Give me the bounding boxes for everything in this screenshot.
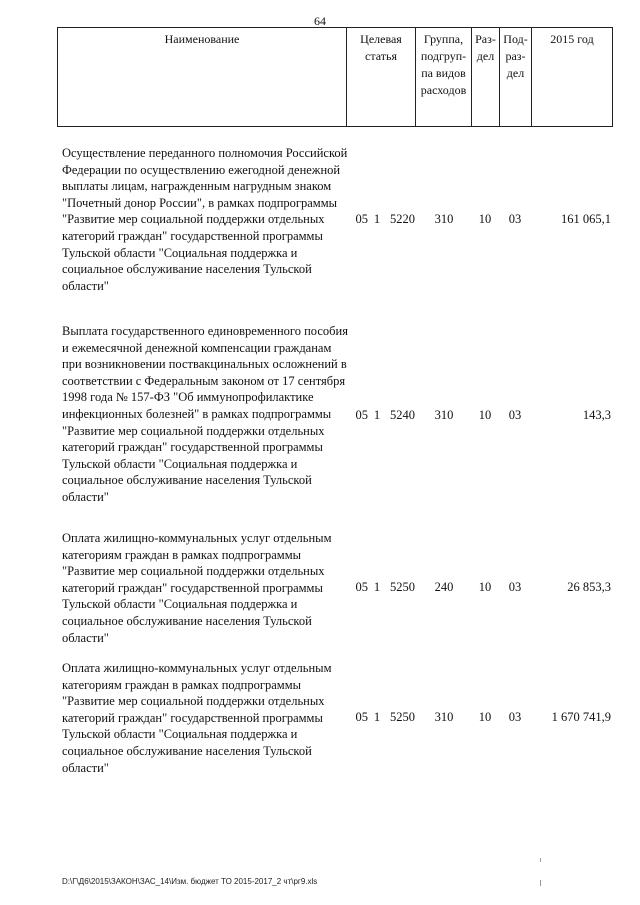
row-subprogram: 1	[373, 212, 381, 226]
table-header	[57, 27, 613, 127]
row-group: 240	[434, 580, 454, 594]
row-values	[57, 709, 613, 726]
row-section: 10	[478, 710, 492, 724]
row-code: 5220	[390, 212, 415, 226]
row-group: 310	[434, 408, 454, 422]
row-values	[57, 407, 613, 424]
row-subprogram: 1	[373, 580, 381, 594]
row-amount: 161 065,1	[561, 212, 611, 226]
row-amount: 143,3	[582, 408, 611, 422]
header-expense-group: Группа, подгруп- па видов расходов	[415, 28, 471, 126]
header-section: Раз- дел	[471, 28, 499, 126]
row-subprogram: 1	[373, 710, 381, 724]
scan-mark	[540, 858, 541, 862]
row-subsection: 03	[508, 580, 522, 594]
row-values	[57, 211, 613, 228]
header-name: Наименование	[57, 28, 346, 126]
row-code: 5240	[390, 408, 415, 422]
row-amount: 26 853,3	[567, 580, 611, 594]
row-name: Оплата жилищно-коммунальных услуг отдельным категориям граждан в рамках подпрограммы "Развитие мер социальной поддержки отдельных категорий граждан" государственной программы Тульской области "Социальная поддержка и социальное обслуживание населения Тульской области"	[62, 531, 332, 645]
page-number: 64	[314, 14, 326, 28]
row-program: 05	[355, 710, 368, 724]
row-values	[57, 579, 613, 596]
header-subsection: Под- раз- дел	[499, 28, 531, 126]
row-subprogram: 1	[373, 408, 381, 422]
row-name: Оплата жилищно-коммунальных услуг отдельным категориям граждан в рамках подпрограммы "Развитие мер социальной поддержки отдельных категорий граждан" государственной программы Тульской области "Социальная поддержка и социальное обслуживание населения Тульской области"	[62, 661, 332, 775]
scan-mark	[540, 880, 541, 886]
row-subsection: 03	[508, 710, 522, 724]
row-section: 10	[478, 212, 492, 226]
footer-file-path: D:\Г\Д6\2015\ЗАКОН\ЗАС_14\Изм. бюджет ТО 2015-2017_2 чт\рг9.xls	[62, 877, 318, 886]
row-name: Выплата государственного единовременного пособия и ежемесячной денежной компенсации гражданам при возникновении поствакцинальных осложнений в соответствии с Федеральным законом от 17 сентября 1998 года № 157-ФЗ "Об иммунопрофилактике инфекционных болезней" в рамках подпрограммы "Развитие мер социальной поддержки отдельных категорий граждан" государственной программы Тульской области "Социальная поддержка и социальное обслуживание населения Тульской области"	[62, 324, 348, 504]
row-section: 10	[478, 408, 492, 422]
row-subsection: 03	[508, 408, 522, 422]
row-program: 05	[355, 580, 368, 594]
row-group: 310	[434, 212, 454, 226]
header-target-article: Целевая статья	[346, 28, 415, 126]
row-program: 05	[355, 408, 368, 422]
header-year-2015: 2015 год	[531, 28, 613, 126]
row-program: 05	[355, 212, 368, 226]
row-subsection: 03	[508, 212, 522, 226]
row-code: 5250	[390, 580, 415, 594]
row-name: Осуществление переданного полномочия Российской Федерации по осуществлению ежегодной денежной выплаты лицам, награжденным нагрудным знаком "Почетный донор России", в рамках подпрограммы "Развитие мер социальной поддержки отдельных категорий граждан" государственной программы Тульской области "Социальная поддержка и социальное обслуживание населения Тульской области"	[62, 146, 348, 293]
row-code: 5250	[390, 710, 415, 724]
row-section: 10	[478, 580, 492, 594]
row-amount: 1 670 741,9	[551, 710, 611, 724]
row-group: 310	[434, 710, 454, 724]
